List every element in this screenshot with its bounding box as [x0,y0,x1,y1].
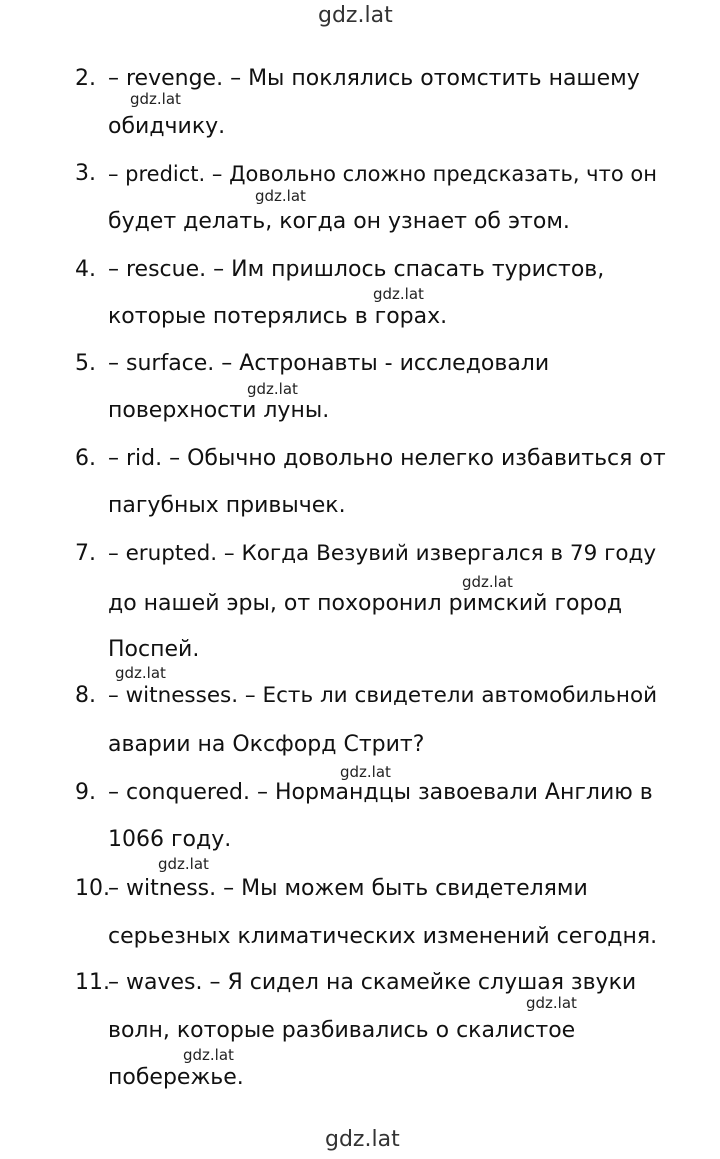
item-line: – erupted. – Когда Везувий извергался в 79 году [108,541,657,566]
watermark-inline: gdz.lat [462,573,513,591]
item-line: аварии на Оксфорд Стрит? [108,732,425,757]
item-number: 6. [75,446,96,471]
item-line: Поспей. [108,637,200,662]
item-line: – witnesses. – Есть ли свидетели автомобильной [108,683,658,708]
item-line: – predict. – Довольно сложно предсказать, что он [108,162,657,186]
item-line: побережье. [108,1065,244,1090]
item-line: обидчику. [108,114,226,139]
watermark-inline: gdz.lat [247,380,298,398]
item-line: 1066 году. [108,827,232,852]
item-line: волн, которые разбивались о скалистое [108,1018,576,1043]
watermark-inline: gdz.lat [340,763,391,781]
item-line: которые потерялись в горах. [108,304,448,329]
item-number: 11. [75,970,110,995]
watermark-inline: gdz.lat [373,285,424,303]
watermark-inline: gdz.lat [115,664,166,682]
item-number: 3. [75,161,96,186]
item-line: поверхности луны. [108,398,330,423]
watermark-inline: gdz.lat [526,994,577,1012]
watermark-inline: gdz.lat [130,90,181,108]
item-number: 5. [75,351,96,376]
item-line: – rescue. – Им пришлось спасать туристов, [108,257,605,282]
item-line: серьезных климатических изменений сегодня. [108,924,658,949]
item-line: пагубных привычек. [108,493,346,518]
watermark-top: gdz.lat [318,3,393,28]
item-line: – rid. – Обычно довольно нелегко избавиться от [108,446,666,471]
watermark-bottom: gdz.lat [325,1127,400,1152]
item-line: будет делать, когда он узнает об этом. [108,209,570,234]
item-number: 4. [75,257,96,282]
watermark-inline: gdz.lat [255,187,306,205]
item-line: – surface. – Астронавты - исследовали [108,351,550,376]
item-line: – revenge. – Мы поклялись отомстить нашему [108,66,640,91]
item-number: 10. [75,876,110,901]
item-number: 8. [75,683,96,708]
item-line: – waves. – Я сидел на скамейке слушая звуки [108,970,637,995]
item-number: 7. [75,541,96,566]
item-number: 2. [75,66,96,91]
watermark-inline: gdz.lat [158,855,209,873]
item-line: – witness. – Мы можем быть свидетелями [108,876,588,901]
item-line: – conquered. – Нормандцы завоевали Англию в [108,780,653,805]
watermark-inline: gdz.lat [183,1046,234,1064]
item-number: 9. [75,780,96,805]
item-line: до нашей эры, от похоронил римский город [108,591,623,616]
